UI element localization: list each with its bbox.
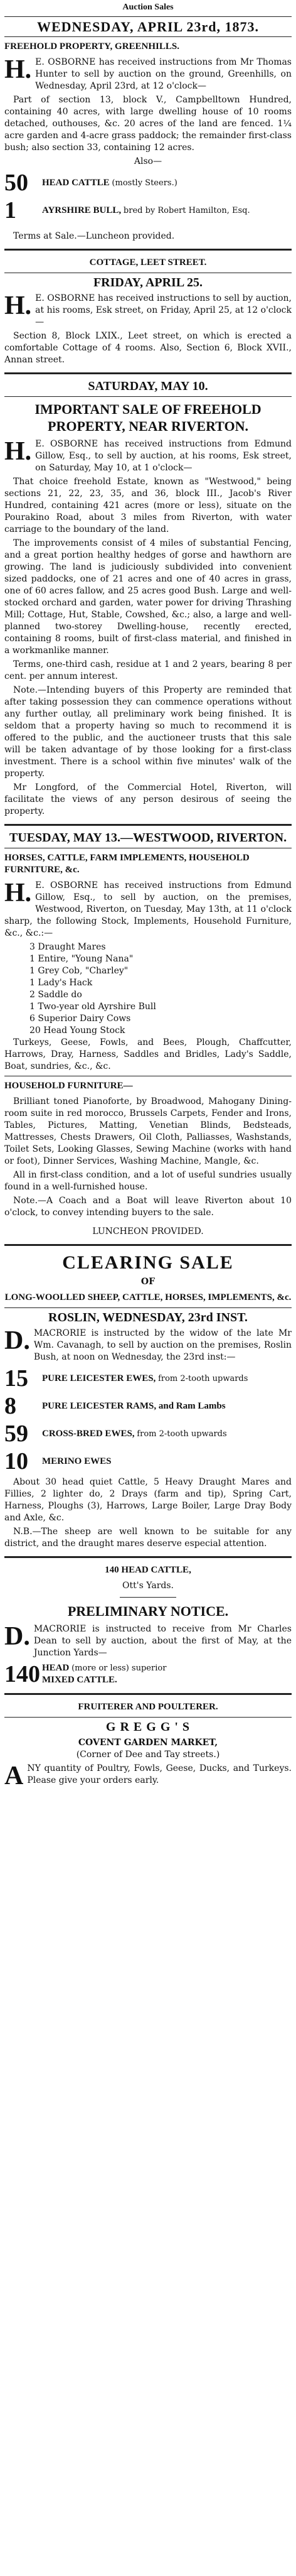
divider: [4, 396, 292, 397]
divider: [4, 16, 292, 17]
sale-date: WEDNESDAY, APRIL 23rd, 1873.: [36, 19, 259, 35]
lot-text: PURE LEICESTER RAMS, and Ram Lambs: [42, 1400, 226, 1411]
body-paragraph: About 30 head quiet Cattle, 5 Heavy Draught Mares and Fillies, 2 lighter do, 2 Drays (farm and tip), Spring Cart, Harness, Ploughs (3), Harrows, Large Boiler, Large Dray Body and Axle, &c.: [4, 1477, 292, 1523]
sale-title: CLEARING SALE: [62, 1252, 234, 1273]
lot-row: [4, 170, 292, 195]
lot-row: [4, 1366, 292, 1391]
lot-row: [4, 1421, 292, 1446]
body-paragraph: Note.—Intending buyers of this Property are reminded that after taking possession they can commence operations without any further outlay, all preliminary work being finished. It is seldom that a property having so much to recommend it is offered to the public, and the auctioneer trusts that this sale will be taken advantage of by those looking for a first-class investment. There is a school within five minutes' walk of the property.: [4, 685, 292, 779]
lot-item: 3 Draught Mares: [29, 942, 106, 952]
lot-number: 50: [4, 170, 28, 196]
lot-note: bred by Robert Hamilton, Esq.: [123, 205, 250, 215]
sale-heading: IMPORTANT SALE OF FREEHOLD PROPERTY, NEAR RIVERTON.: [34, 401, 262, 434]
newspaper-column: [0, 1, 296, 1790]
furniture-heading: HOUSEHOLD FURNITURE—: [4, 1081, 133, 1091]
body-paragraph: E. OSBORNE has received instructions to sell by auction, at his rooms, Esk street, on Friday, April 25, at 12 o'clock—: [35, 293, 292, 327]
lot-number: 15: [4, 1365, 28, 1392]
lot-number: 59: [4, 1421, 28, 1447]
body-paragraph: All in first-class condition, and a lot of useful sundries usually found in a well-furnished house.: [4, 1170, 292, 1192]
section-divider: [4, 1244, 292, 1246]
drop-cap: H.: [4, 879, 32, 907]
lot-item: 2 Saddle do: [29, 990, 82, 1000]
sale-date: SATURDAY, MAY 10.: [88, 379, 208, 393]
divider: [4, 1717, 292, 1718]
lot-text: PURE LEICESTER EWES,: [42, 1373, 156, 1383]
sale-date: ROSLIN, WEDNESDAY, 23rd INST.: [48, 1311, 248, 1324]
body-paragraph: Part of section 13, block V., Campbelltown Hundred, containing 40 acres, with large dwelling house of 10 rooms detached, outhouses, &c. 20 acres of the land are fenced. 1¼ acre garden and 4-acre grass paddock; the remainder first-class bush; also section 33, containing 12 acres.: [4, 95, 292, 153]
lot-row: [4, 1662, 292, 1687]
body-paragraph: Brilliant toned Pianoforte, by Broadwood, Mahogany Dining-room suite in red morocco, Brussels Carpets, Fender and Irons, Tables, Pictures, Matting, Venetian Blinds, Bedsteads, Mattresses, Chests Drawers, Oil Cloth, Palliasses, Washstands, Toilet Sets, Looking Glasses, Sewing Machine (works with hand or foot), Dinner Services, Washing Machine, Mangle, &c.: [4, 1096, 292, 1166]
shop-subtitle: COVENT GARDEN MARKET,: [78, 1738, 218, 1748]
ad-greggs: [4, 1701, 292, 1790]
drop-cap: A: [4, 1762, 24, 1790]
lot-note: (more or less) superior: [71, 1664, 167, 1673]
body-paragraph: Terms, one-third cash, residue at 1 and 2 years, bearing 8 per cent. per annum interest.: [4, 659, 292, 681]
body-paragraph: The improvements consist of 4 miles of substantial Fencing, and a great portion healthy hedges of gorse and hawthorn are growing. The land is judiciously subdivided into convenient sized paddocks, one of 21 acres and one of 40 acres in grass, one of 60 acres fallow, and 25 acres good Bush. Large and well-stocked orchard and garden, water power for driving Thrashing Mill; Cottage, Hut, Stable, Cowshed, &c.; also, a large and well-planned two-storey Dwelling-house, recently erected, containing 8 rooms, built of first-class material, and finished in a workmanlike manner.: [4, 538, 292, 656]
lot-row: [4, 198, 292, 223]
sale-heading: COTTAGE, LEET STREET.: [89, 257, 207, 268]
ad-leet-street: [4, 257, 292, 366]
lot-number: 140: [4, 1661, 40, 1687]
lot-number: 8: [4, 1393, 16, 1419]
lot-text: AYRSHIRE BULL,: [42, 205, 122, 215]
body-paragraph: Note.—A Coach and a Boat will leave Riverton about 10 o'clock, to convey intending buyers to the sale.: [4, 1196, 292, 1218]
divider: [4, 1307, 292, 1308]
ad-westwood-stock: [4, 832, 292, 1238]
lot-note: from 2-tooth upwards: [137, 1429, 227, 1439]
ad-clearing-sale: [4, 1252, 292, 1550]
lot-item: 1 Grey Cob, "Charley": [29, 966, 129, 976]
lot-text-2: MIXED CATTLE.: [42, 1675, 117, 1685]
ad-preliminary-notice: [4, 1564, 292, 1687]
drop-cap: H.: [4, 437, 32, 466]
drop-cap: H.: [4, 55, 32, 84]
sale-heading: LONG-WOOLLED SHEEP, CATTLE, HORSES, IMPLEMENTS, &c.: [4, 1292, 292, 1302]
masthead: Auction Sales: [122, 3, 174, 12]
body-paragraph: Turkeys, Geese, Fowls, and Bees, Plough, Chaffcutter, Harrows, Dray, Harness, Saddles and Bridles, Lady's Saddle, Boat, sundries, &c., &c.: [4, 1037, 292, 1071]
lot-item: 1 Two-year old Ayrshire Bull: [29, 1002, 156, 1012]
drop-cap: H.: [4, 291, 32, 320]
lot-item: 1 Lady's Hack: [29, 978, 93, 988]
body-paragraph: E. OSBORNE has received instructions from Edmund Gillow, Esq., to sell by auction, on the premises, Westwood, Riverton, on Tuesday, May 13th, at 11 o'clock sharp, the following Stock, Implements, Household Furniture, &c., &c.:—: [4, 880, 292, 938]
ad-greenhills: [4, 21, 292, 242]
drop-cap: D.: [4, 1622, 30, 1651]
sale-date: TUESDAY, MAY 13.—WESTWOOD, RIVERTON.: [9, 831, 287, 845]
shop-address: (Corner of Dee and Tay streets.): [76, 1750, 220, 1760]
section-divider: [4, 249, 292, 251]
sale-heading: HORSES, CATTLE, FARM IMPLEMENTS, HOUSEHOLD FURNITURE, &c.: [4, 853, 250, 875]
lot-item: 20 Head Young Stock: [29, 1026, 125, 1036]
also-label: Also—: [134, 156, 162, 166]
lot-text: HEAD: [42, 1663, 70, 1673]
section-divider: [4, 1693, 292, 1695]
luncheon-line: LUNCHEON PROVIDED.: [92, 1226, 204, 1237]
drop-cap: D.: [4, 1326, 30, 1355]
lot-note: (mostly Steers.): [112, 178, 177, 188]
lot-text: MERINO EWES: [42, 1456, 112, 1466]
divider: [4, 36, 292, 37]
body-paragraph: MACRORIE is instructed by the widow of the late Mr Wm. Cavanagh, to sell by auction on the premises, Roslin Bush, at noon on Wednesday, the 23rd inst:—: [33, 1328, 292, 1362]
lot-note: from 2-tooth upwards: [158, 1373, 248, 1383]
ad-riverton-freehold: [4, 381, 292, 818]
body-paragraph: MACRORIE is instructed to receive from Mr Charles Dean to sell by auction, about the first of May, at the Junction Yards—: [33, 1624, 292, 1658]
terms-line: Terms at Sale.—Luncheon provided.: [13, 231, 175, 241]
divider: [120, 1597, 176, 1598]
sale-heading: FREEHOLD PROPERTY, GREENHILLS.: [4, 41, 179, 51]
body-paragraph: NY quantity of Poultry, Fowls, Geese, Ducks, and Turkeys. Please give your orders early.: [27, 1763, 292, 1785]
section-divider: [4, 372, 292, 374]
sale-heading: FRUITERER AND POULTERER.: [78, 1702, 218, 1712]
lot-row: [4, 1449, 292, 1474]
sale-title-of: OF: [140, 1277, 156, 1287]
sale-date: FRIDAY, APRIL 25.: [93, 276, 203, 290]
body-paragraph: E. OSBORNE has received instructions from Edmund Gillow, Esq., to sell by auction, at his rooms, Esk street, on Saturday, May 10, at 1 o'clock—: [35, 439, 292, 473]
lot-text: HEAD CATTLE: [42, 177, 110, 188]
body-paragraph: Mr Longford, of the Commercial Hotel, Riverton, will facilitate the views of any person desirous of seeing the property.: [4, 782, 292, 816]
lot-row: [4, 1394, 292, 1419]
section-divider: [4, 824, 292, 826]
section-divider: [4, 1556, 292, 1558]
lot-text: CROSS-BRED EWES,: [42, 1428, 135, 1439]
lot-number: 10: [4, 1448, 28, 1475]
lot-item: 1 Entire, "Young Nana": [29, 954, 134, 964]
sale-location: Ott's Yards.: [122, 1581, 174, 1591]
body-paragraph: That choice freehold Estate, known as "Westwood," being sections 21, 22, 23, 35, and 36, block III., Jacob's River Hundred, containing 421 acres (more or less), situate on the Pourakino Road, about 3 miles from Riverton, with water carriage to the boundary of the land.: [4, 477, 292, 534]
shop-name: G R E G G ' S: [105, 1720, 191, 1734]
sale-title: PRELIMINARY NOTICE.: [67, 1603, 229, 1619]
sale-heading: 140 HEAD CATTLE,: [105, 1565, 191, 1575]
lot-number: 1: [4, 197, 16, 224]
body-paragraph: E. OSBORNE has received instructions from Mr Thomas Hunter to sell by auction on the ground, Greenhills, on Wednesday, April 23rd, at 12 o'clock—: [35, 57, 292, 91]
lot-item: 6 Superior Dairy Cows: [29, 1014, 131, 1024]
body-paragraph: N.B.—The sheep are well known to be suitable for any district, and the draught mares deserve especial attention.: [4, 1527, 292, 1549]
body-paragraph: Section 8, Block LXIX., Leet street, on which is erected a comfortable Cottage of 4 rooms. Also, Section 6, Block XVII., Annan street.: [4, 331, 292, 365]
